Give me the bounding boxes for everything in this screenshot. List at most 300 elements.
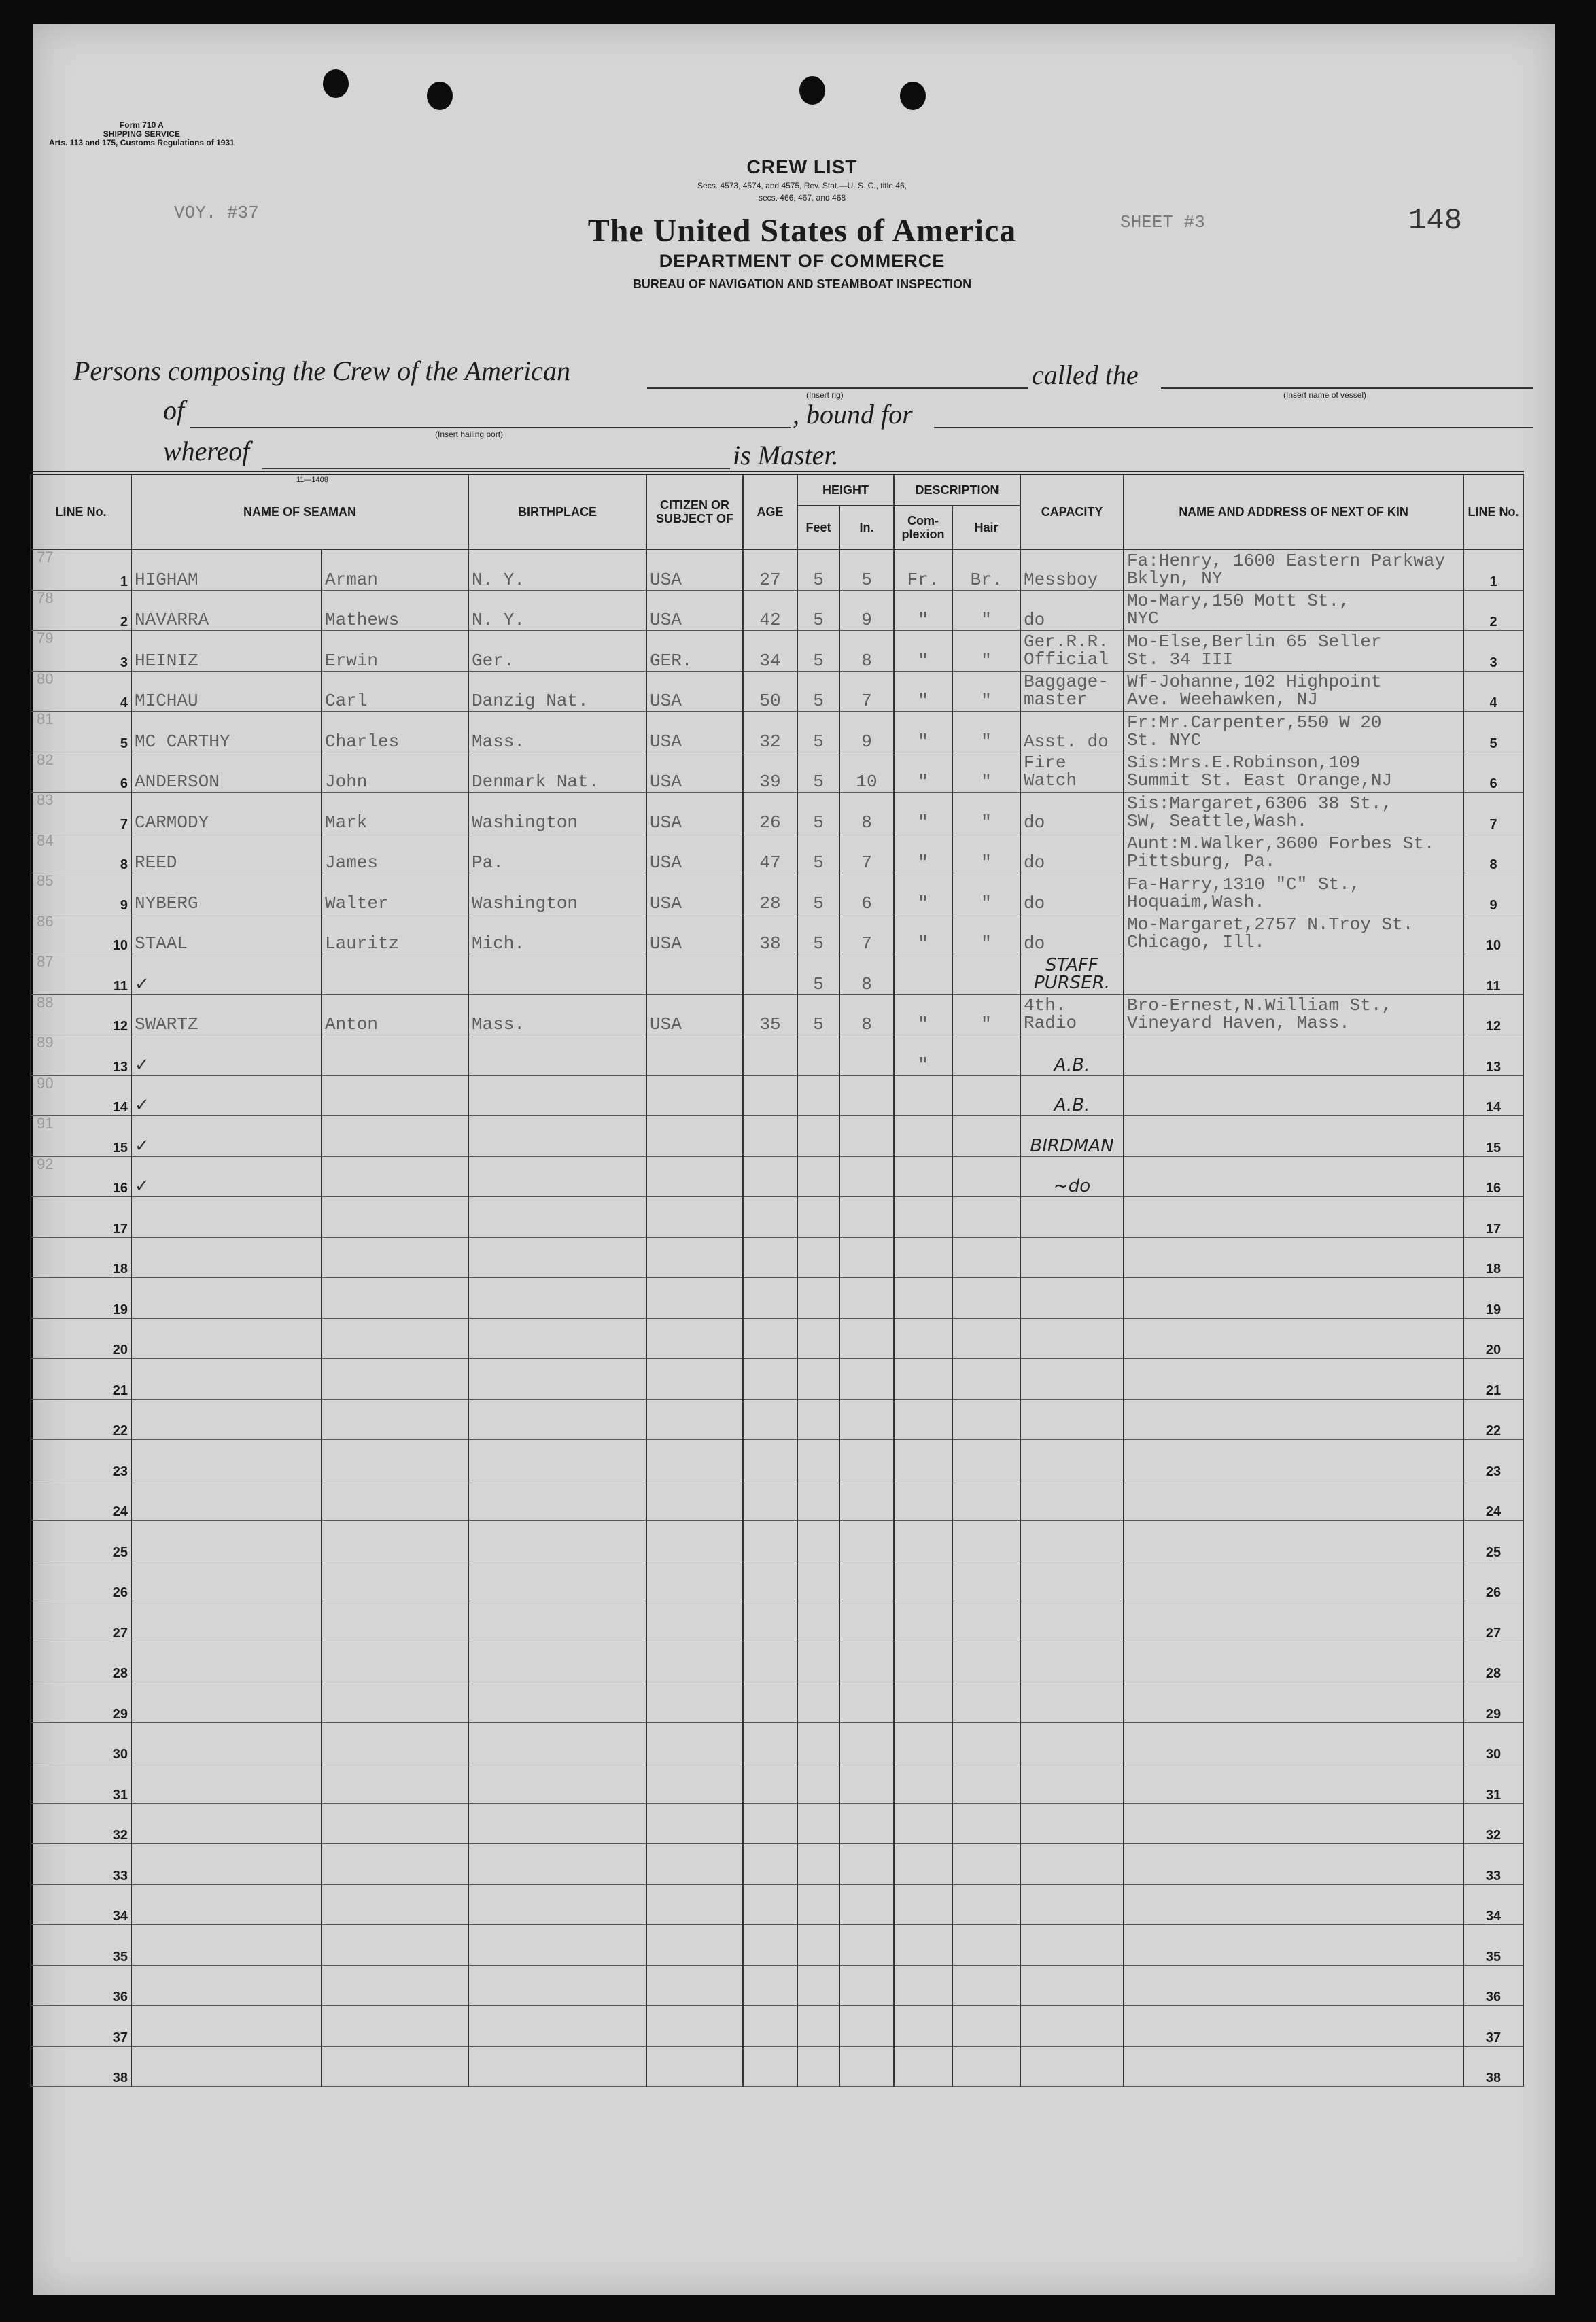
capacity-handwritten: BIRDMAN <box>1030 1135 1114 1156</box>
complexion: " <box>894 752 952 793</box>
table-row <box>31 1763 1523 1804</box>
height-feet <box>797 1925 839 1966</box>
complexion <box>894 1116 952 1157</box>
next-of-kin <box>1124 1722 1463 1763</box>
header-name: NAME OF SEAMAN <box>131 473 468 549</box>
line-number <box>31 994 131 1035</box>
next-of-kin <box>1124 1601 1463 1642</box>
citizenship <box>646 1237 743 1278</box>
age: 28 <box>743 873 797 914</box>
kin-line-2: SW, Seattle,Wash. <box>1127 810 1308 831</box>
header-inches: In. <box>839 506 894 549</box>
hair <box>952 1925 1020 1966</box>
height-inches: 10 <box>839 752 894 793</box>
complexion: " <box>894 833 952 873</box>
table-row <box>31 833 1523 873</box>
capacity <box>1020 914 1124 954</box>
capacity <box>1020 1197 1124 1238</box>
age <box>743 1682 797 1723</box>
age <box>743 1359 797 1400</box>
birthplace <box>468 1682 646 1723</box>
height-inches <box>839 1116 894 1157</box>
age <box>743 1399 797 1440</box>
birthplace <box>468 1237 646 1278</box>
line-number-right: 28 <box>1463 1642 1523 1682</box>
capacity <box>1020 1035 1124 1076</box>
capacity <box>1020 1844 1124 1885</box>
line-number-right: 16 <box>1463 1156 1523 1197</box>
seaman-last-name: STAAL <box>131 914 322 954</box>
hair <box>952 1359 1020 1400</box>
seaman-first-name <box>322 1642 468 1682</box>
line-number <box>31 1075 131 1116</box>
capacity <box>1020 712 1124 752</box>
age: 39 <box>743 752 797 793</box>
line-number-right: 26 <box>1463 1561 1523 1601</box>
fill-line-vessel <box>1161 387 1533 389</box>
complexion <box>894 954 952 995</box>
next-of-kin <box>1124 1278 1463 1319</box>
next-of-kin <box>1124 1521 1463 1561</box>
capacity-handwritten: ~do <box>1053 1176 1091 1196</box>
capacity-line-1: do <box>1024 852 1045 873</box>
height-inches <box>839 1844 894 1885</box>
complexion <box>894 2006 952 2047</box>
check-mark: ✓ <box>131 1116 322 1157</box>
height-feet: 5 <box>797 590 839 631</box>
fill-line-master <box>262 468 730 469</box>
seaman-last-name <box>131 1521 322 1561</box>
birthplace <box>468 1722 646 1763</box>
line-number-value: 27 <box>112 1625 128 1641</box>
seaman-first-name <box>322 1480 468 1521</box>
age <box>743 1561 797 1601</box>
capacity <box>1020 1884 1124 1925</box>
height-feet: 5 <box>797 954 839 995</box>
citizenship <box>646 954 743 995</box>
birthplace: Washington <box>468 873 646 914</box>
complexion <box>894 1075 952 1116</box>
next-of-kin <box>1124 1561 1463 1601</box>
table-row <box>31 1156 1523 1197</box>
header-birthplace: BIRTHPLACE <box>468 473 646 549</box>
line-number <box>31 1642 131 1682</box>
height-feet: 5 <box>797 793 839 833</box>
citizenship: USA <box>646 873 743 914</box>
capacity <box>1020 1237 1124 1278</box>
height-feet <box>797 1722 839 1763</box>
capacity <box>1020 1763 1124 1804</box>
next-of-kin <box>1124 1318 1463 1359</box>
citizenship <box>646 1925 743 1966</box>
line-number-value: 16 <box>112 1181 128 1196</box>
sheet-number: SHEET #3 <box>1120 212 1205 232</box>
birthplace: Ger. <box>468 631 646 672</box>
complexion: " <box>894 631 952 672</box>
punch-hole <box>323 69 349 98</box>
check-mark: ✓ <box>131 1156 322 1197</box>
height-inches <box>839 1440 894 1480</box>
age <box>743 1844 797 1885</box>
complexion <box>894 1642 952 1682</box>
kin-line-2: Vineyard Haven, Mass. <box>1127 1013 1350 1033</box>
height-feet <box>797 1844 839 1885</box>
seaman-last-name <box>131 1722 322 1763</box>
complexion: " <box>894 914 952 954</box>
table-row <box>31 631 1523 672</box>
check-mark: ✓ <box>131 1075 322 1116</box>
seaman-last-name <box>131 1763 322 1804</box>
citizenship <box>646 1278 743 1319</box>
line-number-right: 14 <box>1463 1075 1523 1116</box>
intro-whereof: whereof <box>163 436 250 466</box>
birthplace: Mass. <box>468 994 646 1035</box>
hair <box>952 1318 1020 1359</box>
line-number <box>31 1601 131 1642</box>
hair <box>952 954 1020 995</box>
intro-of: of <box>163 395 185 426</box>
birthplace <box>468 1601 646 1642</box>
form-identifier <box>49 121 235 148</box>
kin-line-1: Fa:Henry, 1600 Eastern Parkway <box>1127 550 1446 571</box>
line-number-right: 19 <box>1463 1278 1523 1319</box>
line-number-value: 20 <box>112 1342 128 1357</box>
next-of-kin <box>1124 1763 1463 1804</box>
age <box>743 1440 797 1480</box>
next-of-kin <box>1124 793 1463 833</box>
seaman-first-name: John <box>322 752 468 793</box>
age: 26 <box>743 793 797 833</box>
line-number <box>31 1440 131 1480</box>
age <box>743 2046 797 2087</box>
line-number <box>31 752 131 793</box>
line-number-value: 11 <box>113 978 128 994</box>
height-feet <box>797 1803 839 1844</box>
next-of-kin <box>1124 549 1463 590</box>
cumulative-line-number: 78 <box>37 589 54 606</box>
seaman-last-name <box>131 1480 322 1521</box>
birthplace <box>468 1156 646 1197</box>
line-number-right: 24 <box>1463 1480 1523 1521</box>
height-inches <box>839 1399 894 1440</box>
hair <box>952 1075 1020 1116</box>
citizenship <box>646 1399 743 1440</box>
seaman-first-name <box>322 1803 468 1844</box>
hair <box>952 1763 1020 1804</box>
kin-line-1: Bro-Ernest,N.William St., <box>1127 995 1393 1016</box>
height-inches: 8 <box>839 793 894 833</box>
birthplace: N. Y. <box>468 590 646 631</box>
age: 32 <box>743 712 797 752</box>
age <box>743 1642 797 1682</box>
age: 34 <box>743 631 797 672</box>
hair <box>952 1480 1020 1521</box>
seaman-first-name <box>322 1116 468 1157</box>
line-number-value: 2 <box>120 614 128 629</box>
kin-line-2: Bklyn, NY <box>1127 568 1223 589</box>
line-number <box>31 954 131 995</box>
kin-line-1: Mo-Margaret,2757 N.Troy St. <box>1127 914 1414 935</box>
seaman-first-name: Charles <box>322 712 468 752</box>
citizenship <box>646 1075 743 1116</box>
capacity-line-1: do <box>1024 933 1045 954</box>
height-inches: 7 <box>839 914 894 954</box>
seaman-last-name <box>131 1803 322 1844</box>
table-row <box>31 712 1523 752</box>
table-row <box>31 752 1523 793</box>
birthplace: Pa. <box>468 833 646 873</box>
seaman-last-name <box>131 1359 322 1400</box>
department-title: DEPARTMENT OF COMMERCE <box>659 251 946 271</box>
height-feet: 5 <box>797 712 839 752</box>
header-feet: Feet <box>797 506 839 549</box>
complexion: " <box>894 590 952 631</box>
height-inches <box>839 1601 894 1642</box>
next-of-kin <box>1124 1925 1463 1966</box>
seaman-first-name: Lauritz <box>322 914 468 954</box>
hair: " <box>952 631 1020 672</box>
table-row <box>31 1116 1523 1157</box>
seaman-last-name <box>131 1278 322 1319</box>
birthplace <box>468 1521 646 1561</box>
cumulative-line-number: 87 <box>37 953 54 970</box>
age <box>743 1763 797 1804</box>
birthplace <box>468 1480 646 1521</box>
line-number <box>31 1925 131 1966</box>
seaman-first-name <box>322 2006 468 2047</box>
next-of-kin <box>1124 873 1463 914</box>
table-row <box>31 1399 1523 1440</box>
height-feet: 5 <box>797 549 839 590</box>
seaman-last-name <box>131 2046 322 2087</box>
capacity <box>1020 1682 1124 1723</box>
capacity <box>1020 1925 1124 1966</box>
seaman-last-name <box>131 1601 322 1642</box>
line-number-value: 19 <box>112 1302 128 1317</box>
height-feet: 5 <box>797 994 839 1035</box>
complexion <box>894 1521 952 1561</box>
birthplace <box>468 1925 646 1966</box>
complexion <box>894 1722 952 1763</box>
table-row <box>31 1884 1523 1925</box>
citizenship <box>646 1156 743 1197</box>
line-number-right: 11 <box>1463 954 1523 995</box>
seaman-last-name <box>131 1197 322 1238</box>
seaman-first-name <box>322 1965 468 2006</box>
capacity <box>1020 549 1124 590</box>
intro-bound: , bound for <box>793 399 913 430</box>
statute-ref: Secs. 4573, 4574, and 4575, Rev. Stat.—U. S. C., title 46, <box>697 181 907 190</box>
capacity-line-2: master <box>1024 689 1088 710</box>
seaman-last-name: NYBERG <box>131 873 322 914</box>
line-number <box>31 1561 131 1601</box>
birthplace <box>468 1965 646 2006</box>
next-of-kin <box>1124 954 1463 995</box>
capacity-line-1: do <box>1024 812 1045 833</box>
line-number-right: 4 <box>1463 671 1523 712</box>
line-number-right: 32 <box>1463 1803 1523 1844</box>
seaman-first-name <box>322 1440 468 1480</box>
birthplace <box>468 1075 646 1116</box>
next-of-kin <box>1124 1642 1463 1682</box>
height-feet <box>797 1156 839 1197</box>
kin-line-1: Mo-Else,Berlin 65 Seller <box>1127 631 1382 652</box>
citizenship <box>646 1440 743 1480</box>
capacity <box>1020 873 1124 914</box>
hair <box>952 1278 1020 1319</box>
line-number-value: 30 <box>112 1747 128 1762</box>
line-number-value: 37 <box>112 2030 128 2045</box>
complexion: " <box>894 994 952 1035</box>
height-inches: 9 <box>839 590 894 631</box>
capacity <box>1020 1359 1124 1400</box>
birthplace <box>468 1359 646 1400</box>
next-of-kin <box>1124 631 1463 672</box>
capacity <box>1020 1156 1124 1197</box>
check-mark: ✓ <box>131 954 322 995</box>
seaman-last-name: MC CARTHY <box>131 712 322 752</box>
line-number-value: 31 <box>112 1787 128 1803</box>
line-number-value: 13 <box>112 1059 128 1075</box>
line-number-value: 14 <box>112 1100 128 1115</box>
height-feet <box>797 2046 839 2087</box>
capacity <box>1020 2006 1124 2047</box>
line-number-right: 7 <box>1463 793 1523 833</box>
line-number <box>31 1359 131 1400</box>
line-number <box>31 1803 131 1844</box>
seaman-last-name: CARMODY <box>131 793 322 833</box>
line-number-right: 2 <box>1463 590 1523 631</box>
hair: " <box>952 752 1020 793</box>
kin-line-1: Wf-Johanne,102 Highpoint <box>1127 672 1382 692</box>
cumulative-line-number: 77 <box>37 549 54 566</box>
table-row <box>31 1440 1523 1480</box>
height-feet <box>797 1601 839 1642</box>
line-number-right: 31 <box>1463 1763 1523 1804</box>
insert-port-hint: (Insert hailing port) <box>435 430 504 439</box>
line-number <box>31 1480 131 1521</box>
complexion <box>894 1682 952 1723</box>
citizenship <box>646 1682 743 1723</box>
height-inches <box>839 1278 894 1319</box>
height-inches <box>839 1884 894 1925</box>
age: 27 <box>743 549 797 590</box>
line-number-value: 5 <box>120 735 128 751</box>
citizenship: GER. <box>646 631 743 672</box>
line-number-right: 20 <box>1463 1318 1523 1359</box>
line-number <box>31 1156 131 1197</box>
next-of-kin <box>1124 2006 1463 2047</box>
line-number <box>31 914 131 954</box>
citizenship: USA <box>646 712 743 752</box>
citizenship <box>646 2046 743 2087</box>
capacity <box>1020 1521 1124 1561</box>
print-code: 11—1408 <box>296 476 328 484</box>
complexion <box>894 1278 952 1319</box>
table-row <box>31 1278 1523 1319</box>
fill-line-destination <box>934 427 1533 428</box>
height-feet <box>797 1116 839 1157</box>
birthplace <box>468 1440 646 1480</box>
height-feet: 5 <box>797 914 839 954</box>
next-of-kin <box>1124 1075 1463 1116</box>
hair <box>952 1722 1020 1763</box>
table-row <box>31 1035 1523 1076</box>
line-number-right: 9 <box>1463 873 1523 914</box>
height-feet <box>797 1278 839 1319</box>
form-arts: Arts. 113 and 175, Customs Regulations of 1931 <box>49 138 235 148</box>
table-row <box>31 1318 1523 1359</box>
table-row <box>31 549 1523 590</box>
height-feet <box>797 1197 839 1238</box>
citizenship: USA <box>646 671 743 712</box>
cumulative-line-number: 79 <box>37 629 54 646</box>
table-row <box>31 1359 1523 1400</box>
birthplace <box>468 1844 646 1885</box>
age <box>743 1278 797 1319</box>
seaman-first-name <box>322 1075 468 1116</box>
birthplace <box>468 1035 646 1076</box>
table-row <box>31 873 1523 914</box>
line-number <box>31 1197 131 1238</box>
capacity <box>1020 1399 1124 1440</box>
complexion <box>894 1884 952 1925</box>
line-number <box>31 1399 131 1440</box>
height-feet <box>797 1682 839 1723</box>
height-feet <box>797 1075 839 1116</box>
next-of-kin <box>1124 2046 1463 2087</box>
capacity <box>1020 1561 1124 1601</box>
seaman-first-name: Anton <box>322 994 468 1035</box>
citizenship <box>646 1521 743 1561</box>
hair <box>952 1561 1020 1601</box>
line-number-value: 35 <box>112 1949 128 1964</box>
seaman-last-name: HIGHAM <box>131 549 322 590</box>
birthplace: Washington <box>468 793 646 833</box>
height-feet <box>797 1521 839 1561</box>
line-number-right: 6 <box>1463 752 1523 793</box>
complexion <box>894 1925 952 1966</box>
complexion <box>894 1601 952 1642</box>
line-number <box>31 1763 131 1804</box>
height-feet <box>797 1399 839 1440</box>
hair <box>952 1844 1020 1885</box>
complexion: " <box>894 671 952 712</box>
complexion: " <box>894 1035 952 1076</box>
citizenship: USA <box>646 752 743 793</box>
next-of-kin <box>1124 833 1463 873</box>
height-inches <box>839 1035 894 1076</box>
next-of-kin <box>1124 1237 1463 1278</box>
table-row <box>31 1965 1523 2006</box>
age <box>743 1521 797 1561</box>
seaman-last-name: NAVARRA <box>131 590 322 631</box>
capacity <box>1020 752 1124 793</box>
line-number-right: 22 <box>1463 1399 1523 1440</box>
line-number-value: 12 <box>112 1019 128 1034</box>
height-feet: 5 <box>797 671 839 712</box>
hair <box>952 1521 1020 1561</box>
complexion <box>894 1561 952 1601</box>
complexion: " <box>894 712 952 752</box>
statute-ref-2: secs. 466, 467, and 468 <box>758 193 846 203</box>
kin-line-2: Summit St. East Orange,NJ <box>1127 770 1393 791</box>
cumulative-line-number: 84 <box>37 831 54 849</box>
age <box>743 1480 797 1521</box>
citizenship <box>646 1561 743 1601</box>
citizenship <box>646 1116 743 1157</box>
birthplace <box>468 2006 646 2047</box>
